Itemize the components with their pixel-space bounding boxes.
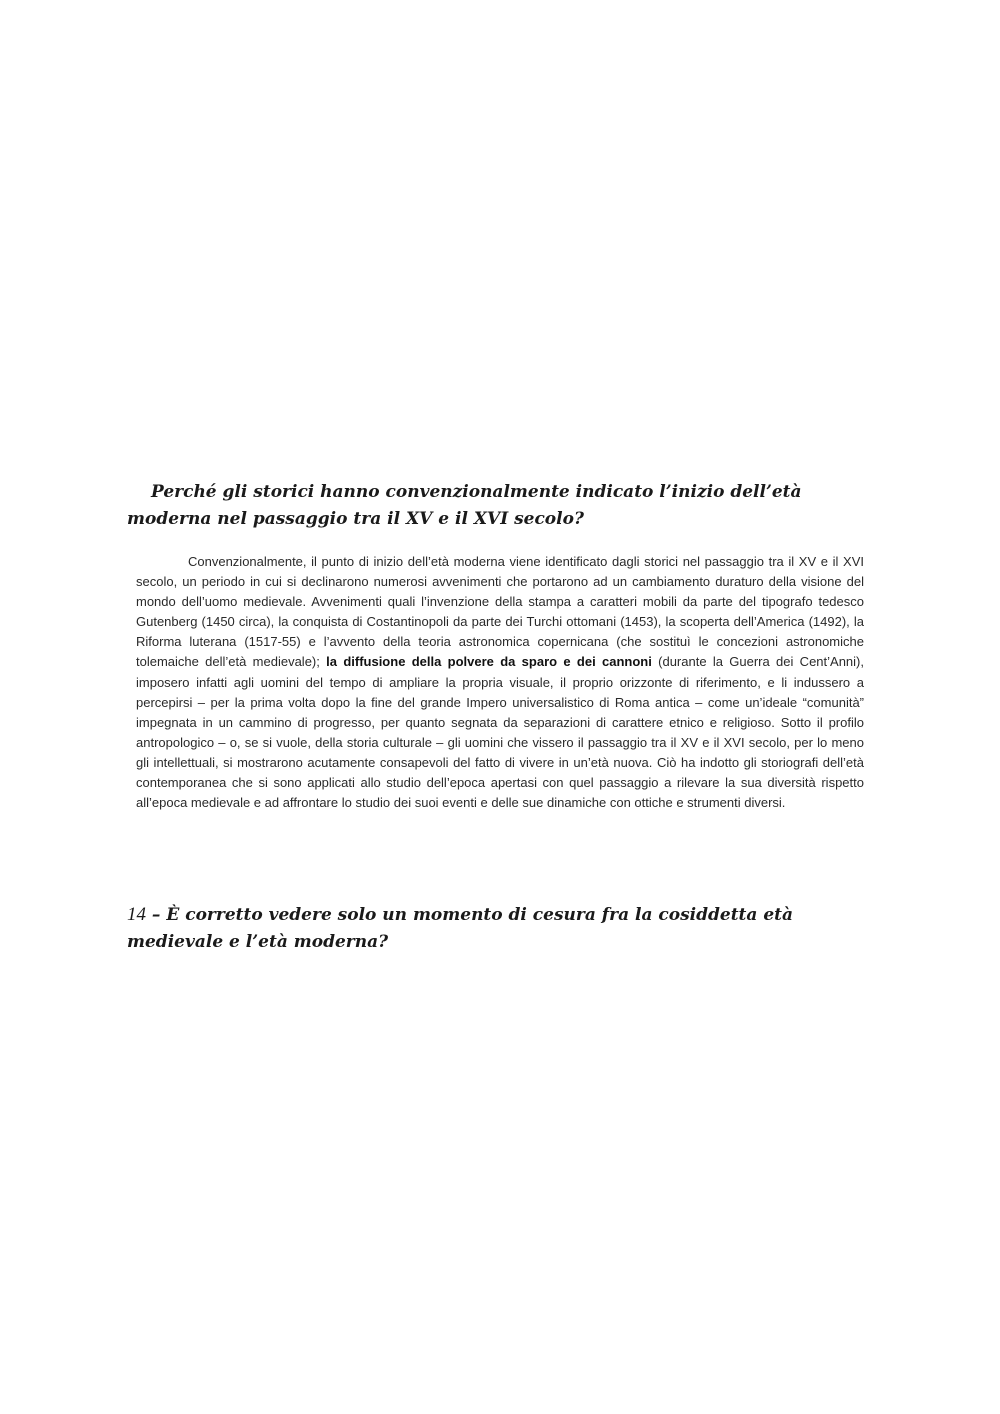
question-text: – È corretto vedere solo un momento di cesura fra la cosiddetta età medievale e l’età moderna?: [127, 905, 794, 952]
answer-bold-text: la diffusione della polvere da sparo e dei cannoni: [326, 654, 652, 670]
answer-text-start: Convenzionalmente, il punto di inizio dell’età moderna viene identificato dagli storici nel passaggio tra il XV e il XVI secolo, un periodo in cui si declinarono numerosi avvenimenti che portarono ad un cambiamento duraturo della visione del mondo dell’uomo medievale. Avvenimenti quali l’invenzione della stampa a caratteri mobili da parte del tipografo tedesco Gutenberg (1450 circa), la conquista di Costantinopoli da parte dei Turchi ottomani (1453), la scoperta dell’America (1492), la Riforma luterana (1517-55) e l’avvento della teoria astronomica copernicana (che sostituì le concezioni astronomiche tolemaiche dell’età medievale);: [136, 554, 864, 670]
question-heading-14: [127, 901, 867, 956]
answer-paragraph: [136, 552, 864, 813]
answer-text-end: (durante la Guerra dei Cent’Anni), imposero infatti agli uomini del tempo di ampliare la propria visuale, il proprio orizzonte di riferimento, e li indussero a percepirsi – per la prima volta dopo la fine del grande Impero universalistico di Roma antica – come un’ideale “comunità” impegnata in un cammino di progresso, per quanto segnata da separazioni di carattere etnico e religioso. Sotto il profilo antropologico – o, se si vuole, della storia culturale – gli uomini che vissero il passaggio tra il XV e il XVI secolo, per lo meno gli intellettuali, si mostrarono acutamente consapevoli del fatto di vivere in un’età nuova. Ciò ha indotto gli storiografi dell’età contemporanea che si sono applicati allo studio dell’epoca apertasi con quel passaggio a rilevare la sua diversità rispetto all’epoca medievale e ad affrontare lo studio dei suoi eventi e delle sue dinamiche con ottiche e strumenti diversi.: [136, 654, 864, 811]
question-text: Perché gli storici hanno convenzionalmente indicato l’inizio dell’età moderna nel passaggio tra il XV e il XVI secolo?: [127, 482, 802, 529]
question-number: 14: [127, 904, 146, 925]
question-heading: [127, 479, 867, 533]
